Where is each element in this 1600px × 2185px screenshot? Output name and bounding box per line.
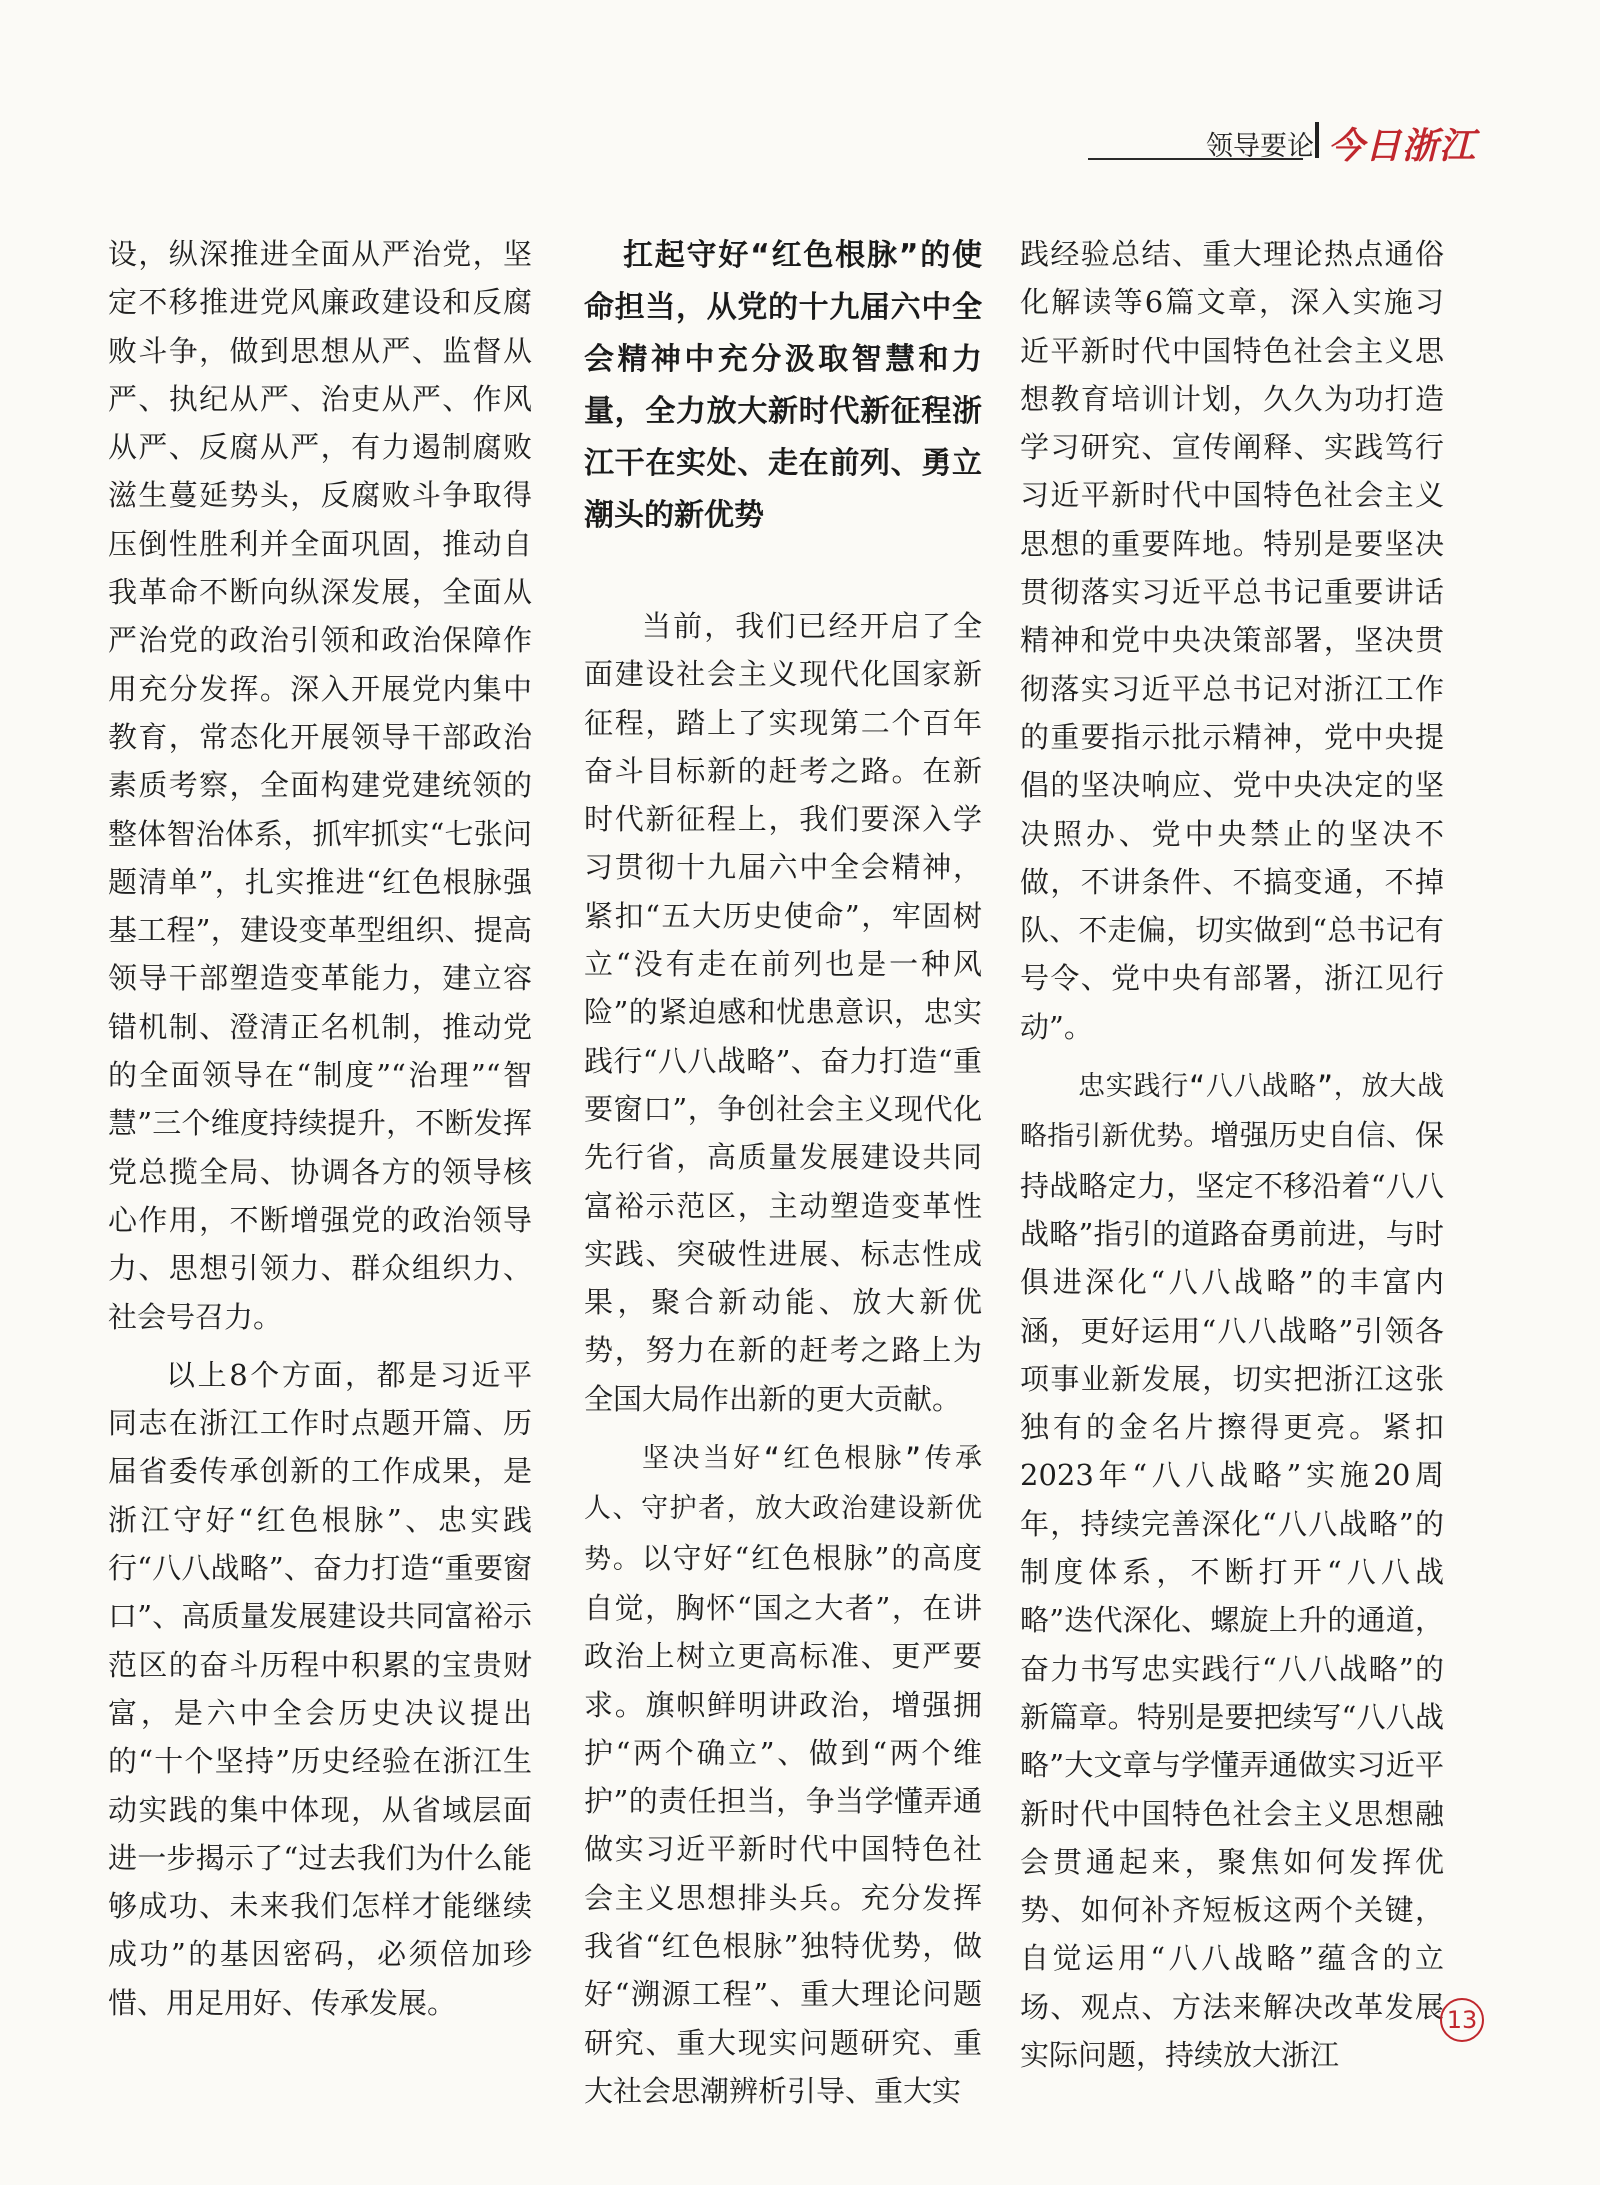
header-section-title: 领导要论 [1206, 131, 1314, 162]
running-header [1088, 118, 1484, 166]
paragraph-body: 以守好“红色根脉”的高度自觉，胸怀“国之大者”，在讲政治上树立更高标准、更严要求。旗帜鲜明讲政治，增强拥护“两个确立”、做到“两个维护”的责任担当，争当学懂弄通做实习近平新时代中国特色社会主义思想排头兵。充分发挥我省“红色根脉”独特优势，做好“溯源工程”、重大理论问题研究、重大现实问题研究、重大社会思潮辨析引导、重大实 [584, 1540, 983, 2108]
column-3 [1020, 230, 1444, 2079]
header-divider [1315, 122, 1319, 158]
column-2 [584, 230, 982, 2115]
paragraph [584, 1433, 982, 2115]
paragraph-lead: 忠实践行“八八战略”，放大战略指引新优势。 [1020, 1071, 1444, 1153]
paragraph-lead: 坚决当好“红色根脉”传承人、守护者，放大政治建设新优势。 [584, 1443, 982, 1575]
paragraph-body: 增强历史自信、保持战略定力，坚定不移沿着“八八战略”指引的道路奋勇前进，与时俱进深化“八八战略”的丰富内涵，更好运用“八八战略”引领各项事业新发展，切实把浙江这张独有的金名片擦得更亮。紧扣2023年“八八战略”实施20周年，持续完善深化“八八战略”的制度体系，不断打开“八八战略”迭代深化、螺旋上升的通道，奋力书写忠实践行“八八战略”的新篇章。特别是要把续写“八八战略”大文章与学懂弄通做实习近平新时代中国特色社会主义思想融会贯通起来，聚焦如何发挥优势、如何补齐短板这两个关键，自觉运用“八八战略”蕴含的立场、观点、方法来解决改革发展实际问题，持续放大浙江 [1020, 1118, 1444, 2072]
section-heading: 扛起守好“红色根脉”的使命担当，从党的十九届六中全会精神中充分汲取智慧和力量，全力放大新时代新征程浙江干在实处、走在前列、勇立潮头的新优势 [584, 238, 982, 533]
paragraph: 以上8个方面，都是习近平同志在浙江工作时点题开篇、历届省委传承创新的工作成果，是浙江守好“红色根脉”、忠实践行“八八战略”、奋力打造“重要窗口”、高质量发展建设共同富裕示范区的奋斗历程中积累的宝贵财富，是六中全会历史决议提出的“十个坚持”历史经验在浙江生动实践的集中体现，从省域层面进一步揭示了“过去我们为什么能够成功、未来我们怎样才能继续成功”的基因密码，必须倍加珍惜、用足用好、传承发展。 [108, 1357, 532, 2020]
paragraph: 设，纵深推进全面从严治党，坚定不移推进党风廉政建设和反腐败斗争，做到思想从严、监督从严、执纪从严、治吏从严、作风从严、反腐从严，有力遏制腐败滋生蔓延势头，反腐败斗争取得压倒性胜利并全面巩固，推动自我革命不断向纵深发展，全面从严治党的政治引领和政治保障作用充分发挥。深入开展党内集中教育，常态化开展领导干部政治素质考察，全面构建党建统领的整体智治体系，抓牢抓实“七张问题清单”，扎实推进“红色根脉强基工程”，建设变革型组织、提高领导干部塑造变革能力，建立容错机制、澄清正名机制，推动党的全面领导在“制度”“治理”“智慧”三个维度持续提升，不断发挥党总揽全局、协调各方的领导核心作用，不断增强党的政治领导力、思想引领力、群众组织力、社会号召力。 [108, 237, 532, 1334]
page-number: 13 [1440, 1998, 1484, 2042]
paragraph: 践经验总结、重大理论热点通俗化解读等6篇文章，深入实施习近平新时代中国特色社会主义思想教育培训计划，久久为功打造学习研究、宣传阐释、实践笃行习近平新时代中国特色社会主义思想的重要阵地。特别是要坚决贯彻落实习近平总书记重要讲话精神和党中央决策部署，坚决贯彻落实习近平总书记对浙江工作的重要指示批示精神，党中央提倡的坚决响应、党中央决定的坚决照办、党中央禁止的坚决不做，不讲条件、不搞变通，不掉队、不走偏，切实做到“总书记有号令、党中央有部署，浙江见行动”。 [1020, 237, 1444, 1044]
paragraph: 当前，我们已经开启了全面建设社会主义现代化国家新征程，踏上了实现第二个百年奋斗目标新的赶考之路。在新时代新征程上，我们要深入学习贯彻十九届六中全会精神，紧扣“五大历史使命”，牢固树立“没有走在前列也是一种风险”的紧迫感和忧患意识，忠实践行“八八战略”、奋力打造“重要窗口”，争创社会主义现代化先行省，高质量发展建设共同富裕示范区，主动塑造变革性实践、突破性进展、标志性成果，聚合新动能、放大新优势，努力在新的赶考之路上为全国大局作出新的更大贡献。 [584, 609, 982, 1416]
paragraph [1020, 1061, 1444, 2079]
magazine-logo: 今日浙江 [1328, 125, 1477, 167]
column-1 [108, 230, 532, 2027]
